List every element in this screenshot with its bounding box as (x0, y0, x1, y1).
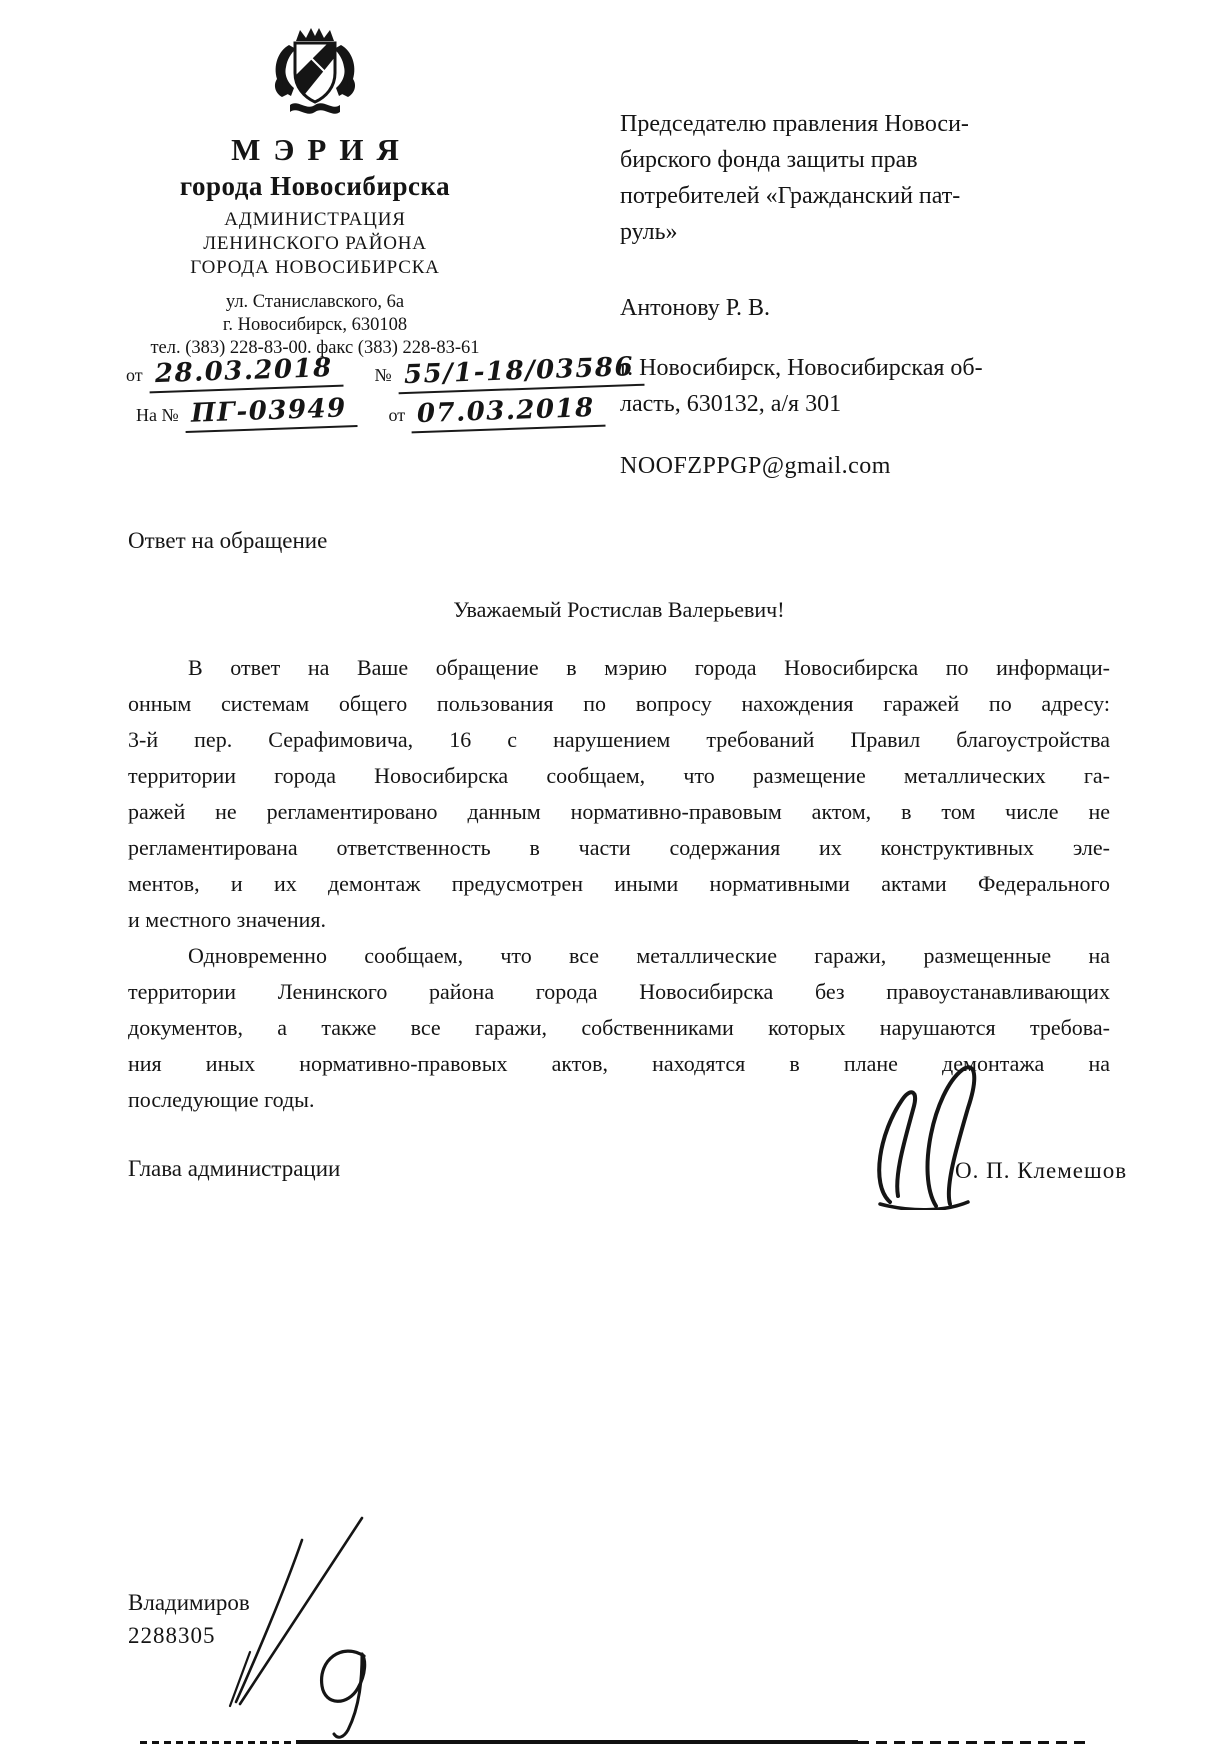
signer-name: О. П. Клемешов (955, 1158, 1128, 1183)
text-line: документов, а также все гаражи, собственниками которых нарушаются требова- (128, 1015, 1110, 1040)
org-title: МЭРИЯ (231, 132, 412, 167)
text-line: и местного значения. (128, 907, 326, 932)
text-line: ГОРОДА НОВОСИБИРСКА (190, 257, 440, 278)
letterhead-address (100, 291, 530, 360)
incoming-reg-row (136, 392, 611, 430)
address-line: ул. Станиславского, 6а (225, 292, 405, 312)
reply-to-label: На № (136, 405, 179, 425)
text-line: потребителей «Гражданский пат- (620, 183, 961, 209)
text-line: АДМИНИСТРАЦИЯ (224, 209, 406, 230)
text-line: ражей не регламентировано данным нормативно-правовым актом, в том числе не (128, 799, 1110, 824)
text-line: ласть, 630132, а/я 301 (620, 391, 842, 417)
department-lines (100, 208, 530, 280)
salutation: Уважаемый Ростислав Валерьевич! (453, 597, 785, 622)
recipient-address (620, 350, 1120, 422)
handwritten-reply-date: 07.03.2018 (411, 393, 606, 434)
text-line: Председателю правления Новоси- (620, 111, 969, 137)
recipient-block (620, 106, 1120, 484)
scan-artifact-line (140, 1741, 296, 1744)
handwritten-number: 55/1-18/03586 (397, 352, 644, 395)
handwritten-date: 28.03.2018 (148, 353, 343, 394)
text-line: руль» (620, 219, 678, 245)
text-line: 3-й пер. Серафимовича, 16 с нарушением требований Правил благоустройства (128, 727, 1110, 752)
address-line: г. Новосибирск, 630108 (222, 315, 408, 335)
from-label: от (126, 365, 143, 385)
org-subtitle: города Новосибирска (179, 171, 451, 201)
recipient-email: NOOFZPPGP@gmail.com (620, 453, 891, 479)
signer-position: Глава администрации (128, 1156, 341, 1181)
text-line: г. Новосибирск, Новосибирская об- (620, 355, 983, 381)
letterhead (100, 26, 530, 360)
text-line: территории Ленинского района города Новосибирска без правоустанавливающих (128, 979, 1110, 1004)
recipient-person: Антонову Р. В. (620, 295, 771, 321)
executor-phone: 2288305 (128, 1623, 216, 1648)
handwritten-signature (852, 1062, 1027, 1210)
reply-from-label: от (388, 405, 406, 425)
text-line: бирского фонда защиты прав (620, 147, 918, 173)
text-line: последующие годы. (128, 1087, 315, 1112)
subject-line: Ответ на обращение (128, 528, 328, 553)
text-line: ЛЕНИНСКОГО РАЙОНА (203, 233, 427, 254)
text-line: регламентирована ответственность в части содержания их конструктивных эле- (128, 835, 1110, 860)
number-label: № (374, 365, 392, 385)
scan-artifact-line (296, 1740, 858, 1744)
novosibirsk-coat-of-arms-icon (265, 26, 365, 122)
outgoing-reg-row (126, 352, 650, 391)
executor-name: Владимиров (128, 1590, 250, 1615)
paragraph-1 (128, 650, 1110, 938)
recipient-organization (620, 106, 1120, 250)
handwritten-reply-number: ПГ-03949 (184, 393, 357, 433)
phone-fax-line: тел. (383) 228-83-00. факс (383) 228-83-61 (150, 338, 480, 358)
text-line: ментов, и их демонтаж предусмотрен иными нормативными актами Федерального (128, 871, 1110, 896)
text-line: ния иных нормативно-правовых актов, находятся в плане демонтажа на (128, 1051, 1110, 1076)
text-line: Одновременно сообщаем, что все металлические гаражи, размещенные на (188, 943, 1110, 968)
scan-artifact-line (858, 1741, 1086, 1744)
text-line: онным системам общего пользования по вопросу нахождения гаражей по адресу: (128, 691, 1110, 716)
text-line: территории города Новосибирска сообщаем, что размещение металлических га- (128, 763, 1110, 788)
text-line: В ответ на Ваше обращение в мэрию города Новосибирска по информаци- (188, 655, 1110, 680)
handwritten-mark (300, 1642, 410, 1742)
letter-body (128, 592, 1110, 1118)
